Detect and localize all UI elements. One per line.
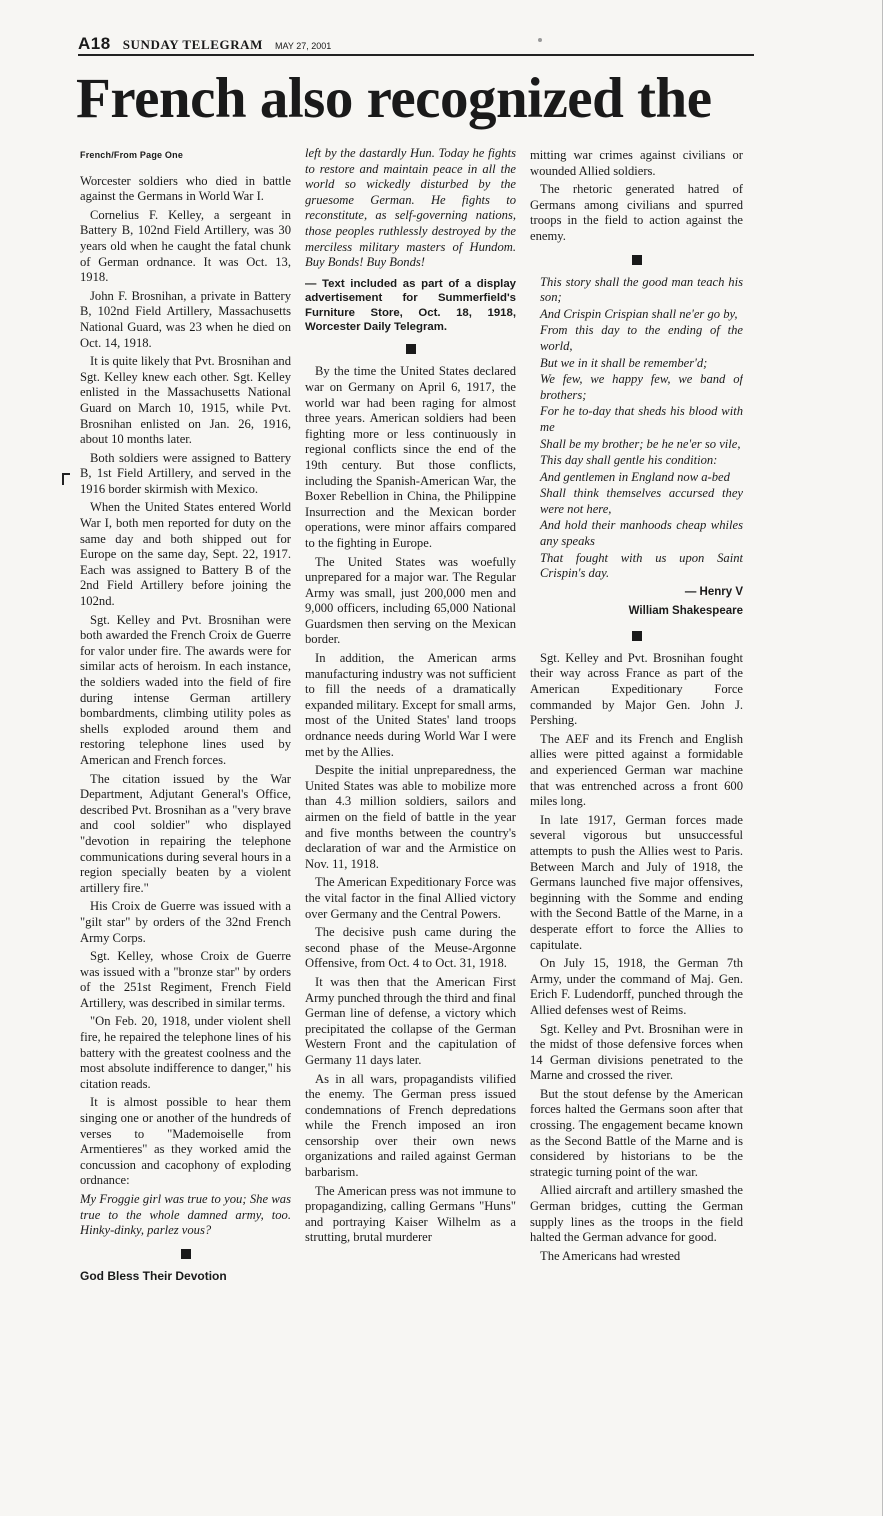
- jump-credit: French/From Page One: [80, 150, 184, 160]
- margin-pencil-mark: [62, 473, 70, 485]
- paragraph: The American Expeditionary Force was the vital factor in the final Allied victory over Germany and the Central Powers.: [305, 875, 516, 921]
- issue-date: MAY 27, 2001: [275, 41, 332, 51]
- paragraph: Sgt. Kelley and Pvt. Brosnihan fought their way across France as part of the American Expeditionary Force commanded by Major Gen. John J. Pershing.: [530, 650, 743, 728]
- paragraph: The decisive push came during the second phase of the Meuse-Argonne Offensive, from Oct. 4 to Oct. 31, 1918.: [305, 925, 516, 971]
- paragraph: "On Feb. 20, 1918, under violent shell fire, he repaired the telephone lines of his battery with the greatest coolness and the most absolute indifference to danger," his citation reads.: [80, 1014, 291, 1091]
- poem-line: And hold their manhoods cheap whiles any speaks: [540, 518, 743, 549]
- poem-line: We few, we happy few, we band of brothers;: [540, 372, 743, 402]
- paragraph: mitting war crimes against civilians or wounded Allied soldiers.: [530, 148, 743, 178]
- poem-attribution: — Henry V: [684, 585, 743, 598]
- section-break-square: [632, 631, 642, 641]
- paragraph: Cornelius F. Kelley, a sergeant in Battery B, 102nd Field Artillery, was 30 years old when he caught the fatal chunk of German ordnance. It was Oct. 13, 1918.: [80, 207, 291, 285]
- paragraph: As in all wars, propagandists vilified the enemy. The German press issued condemnations of French depredations while the French imposed an iron censorship over their own news organizations and railed against German barbarism.: [305, 1071, 516, 1180]
- paragraph: John F. Brosnihan, a private in Battery B, 102nd Field Artillery, Massachusetts National Guard, was 23 when he died on Oct. 14, 1918.: [80, 288, 291, 350]
- poem-line: For he to-day that sheds his blood with me: [540, 404, 743, 434]
- paragraph: The rhetoric generated hatred of Germans among civilians and spurred troops in the field to action against the enemy.: [530, 182, 743, 243]
- cut-off-subhead: God Bless Their Devotion: [80, 1268, 227, 1283]
- poem-line: But we in it shall be remember'd;: [540, 355, 708, 370]
- paragraph: The United States was woefully unprepared for a major war. The Regular Army was small, just 200,000 men and 9,000 officers, including 65,000 National Guardsmen then serving on the Mexican border.: [305, 554, 516, 647]
- paragraph: By the time the United States declared war on Germany on April 6, 1917, the world war had been raging for almost three years. American soldiers had been fighting more or less continuously in regional conflicts since the end of the 19th century. But those conflicts, including the Spanish-American War, the Boxer Rebellion in China, the Philippine Insurrection and the Mexican border operations, were minor affairs compared to the fighting in Europe.: [305, 364, 516, 550]
- paragraph: In late 1917, German forces made several vigorous but unsuccessful attempts to push the Allies west to Paris. Between March and July of 1918, the Germans launched five major offensives, beginning with the Somme and ending with the Second Battle of the Marne, in a desperate effort to force the Allies to capitulate.: [530, 812, 743, 952]
- column-1: [80, 146, 291, 1516]
- paragraph: His Croix de Guerre was issued with a "gilt star" by orders of the 32nd French Army Corps.: [80, 899, 291, 945]
- ad-quote: left by the dastardly Hun. Today he fights to restore and maintain peace in all the world so wickedly disturbed by the gruesome German. He fights to reconstitute, as self-governing nations, those peoples ruthlessly destroyed by the merciless military masters of Hundom. Buy Bonds! Buy Bonds!: [305, 146, 516, 270]
- poem-line: And gentlemen in England now a-bed: [540, 469, 730, 484]
- masthead: [78, 34, 754, 56]
- paragraph: Despite the initial unpreparedness, the United States was able to mobilize more than 4.3 million soldiers, sailors and airmen on the field of battle in the year and five months between the country's declaration of war and the Armistice on Nov. 11, 1918.: [305, 763, 516, 871]
- poem-author: William Shakespeare: [628, 604, 743, 617]
- song-lyrics: My Froggie girl was true to you; She was true to the whole damned army, too. Hinky-dinky, parlez vous?: [80, 1192, 291, 1238]
- poem-line: This story shall the good man teach his son;: [540, 274, 743, 305]
- headline: French also recognized the: [76, 67, 712, 130]
- section-break-square: [632, 255, 642, 265]
- paragraph: It was then that the American First Army punched through the third and final German line of defense, a victory which precipitated the collapse of the German Western Front and the capitulation of Germany 11 days later.: [305, 974, 516, 1067]
- column-3: [530, 148, 743, 1516]
- paragraph: Sgt. Kelley, whose Croix de Guerre was issued with a "bronze star" by orders of the 251st Regiment, French Field Artillery, was described in similar terms.: [80, 949, 291, 1010]
- paragraph: The Americans had wrested: [540, 1248, 681, 1263]
- poem-excerpt: [530, 275, 743, 582]
- paragraph: The AEF and its French and English allies were pitted against a formidable and experienced German war machine that was entrenched across a front 600 miles long.: [530, 731, 743, 809]
- paragraph: Both soldiers were assigned to Battery B, 1st Field Artillery, and served in the 1916 border skirmish with Mexico.: [80, 450, 291, 496]
- paragraph: Sgt. Kelley and Pvt. Brosnihan were both awarded the French Croix de Guerre for valor under fire. The awards were for similar acts of heroism. In each instance, the soldiers waded into the field of fire during intense German artillery bombardments, climbing utility poles as shells exploded around them and restoring telephone lines used by American and French forces.: [80, 612, 291, 767]
- poem-line: Shall be my brother; be he ne'er so vile,: [540, 436, 741, 451]
- column-2: [305, 146, 516, 1516]
- poem-line: Shall think themselves accursed they were not here,: [540, 486, 743, 516]
- paragraph: It is almost possible to hear them singing one or another of the hundreds of verses to "Mademoiselle from Armentieres" as they worked amid the concussion and cacophony of exploding ordnance:: [80, 1095, 291, 1188]
- paragraph: Worcester soldiers who died in battle against the Germans in World War I.: [80, 173, 291, 204]
- paragraph: On July 15, 1918, the German 7th Army, under the command of Maj. Gen. Erich F. Ludendorff, punched through the Allied defenses west of Reims.: [530, 956, 743, 1017]
- paragraph: The citation issued by the War Department, Adjutant General's Office, described Pvt. Brosnihan as a "very brave and cool soldier" who displayed "devotion in repairing the telephone communications during several hours in a region specially beaten by a violent artillery fire.": [80, 771, 291, 895]
- paragraph: But the stout defense by the American forces halted the Germans soon after that crossing. The engagement became known as the Second Battle of the Marne and is considered by historians to be the strategic turning point of the war.: [530, 1086, 743, 1179]
- paragraph: The American press was not immune to propagandizing, calling Germans "Huns" and portraying Kaiser Wilhelm as a strutting, brutal murderer: [305, 1183, 516, 1245]
- section-break-square: [406, 344, 416, 354]
- poem-line: That fought with us upon Saint Crispin's day.: [540, 550, 743, 581]
- paragraph: When the United States entered World War I, both men reported for duty on the same day and both shipped out for Europe on the same day, Sept. 22, 1917. Each was assigned to Battery B of the 2nd Field Artillery before joining the 102nd.: [80, 500, 291, 609]
- paragraph: It is quite likely that Pvt. Brosnihan and Sgt. Kelley knew each other. Sgt. Kelley enlisted in the Massachusetts National Guard on March 10, 1915, while Pvt. Brosnihan enlisted on Jan. 26, 1916, about 10 months later.: [80, 354, 291, 447]
- paragraph: Sgt. Kelley and Pvt. Brosnihan were in the midst of those defensive forces when 14 German divisions penetrated to the Marne and crossed the river.: [530, 1021, 743, 1083]
- newspaper-name: SUNDAY TELEGRAM: [122, 37, 264, 52]
- page-number: A18: [78, 34, 111, 53]
- section-break-square: [181, 1249, 191, 1259]
- paragraph: Allied aircraft and artillery smashed the German bridges, cutting the German supply lines as the troops in the field halted the German advance for good.: [530, 1183, 743, 1245]
- poem-line: From this day to the ending of the world,: [540, 323, 743, 353]
- ad-source-note: — Text included as part of a display advertisement for Summerfield's Furniture Store, Oct. 18, 1918, Worcester Daily Telegram.: [305, 277, 516, 333]
- paragraph: In addition, the American arms manufacturing industry was not sufficient to fill the needs of a dramatically expanded military. Except for small arms, most of the United States' land troops ordnance needs during World War I were met by the Allies.: [305, 651, 516, 759]
- poem-line: And Crispin Crispian shall ne'er go by,: [540, 306, 738, 321]
- poem-line: This day shall gentle his condition:: [540, 453, 718, 468]
